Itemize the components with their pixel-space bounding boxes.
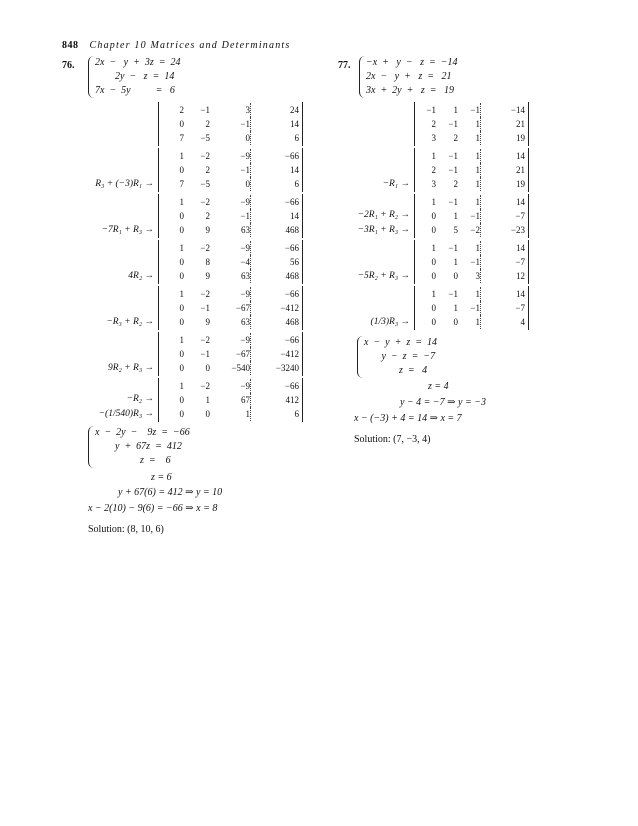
- matrix-constant: 14: [250, 209, 299, 223]
- matrix-entry: 9: [205, 271, 210, 281]
- matrix-entry: 1: [205, 395, 210, 405]
- matrix-entry: 0: [179, 317, 184, 327]
- matrix-constant: −66: [250, 333, 299, 347]
- matrix-entry: −2: [200, 197, 210, 207]
- matrix-row: [162, 287, 299, 301]
- matrix-entry: 1: [431, 151, 436, 161]
- matrix-entry: 0: [205, 363, 210, 373]
- augmented-matrix: [158, 102, 303, 146]
- row-operation: R₃ + (−3)R₁ →: [95, 179, 154, 189]
- row-operation: −2R₁ + R₂ →: [357, 210, 410, 220]
- matrix-entry: −2: [200, 289, 210, 299]
- row-operation: −7R₁ + R₃ →: [101, 225, 154, 235]
- matrix-constant: 6: [250, 407, 299, 421]
- matrix-row: [162, 149, 299, 163]
- matrix-entry: −1: [470, 211, 480, 221]
- matrix-constant: 14: [480, 149, 525, 163]
- matrix-entry: 0: [179, 363, 184, 373]
- matrix-entry: −9: [240, 197, 250, 207]
- solution: Solution: (7, −3, 4): [354, 434, 431, 445]
- augmented-matrix: [414, 194, 529, 238]
- solve-line: z = 4: [428, 381, 449, 392]
- matrix-entry: 3: [431, 133, 436, 143]
- solve-line: x − (−3) + 4 = 14 ⇒ x = 7: [354, 413, 462, 424]
- matrix-entry: 1: [475, 133, 480, 143]
- matrix-entry: 0: [205, 409, 210, 419]
- matrix-entry: 1: [475, 151, 480, 161]
- matrix-entry: 7: [179, 179, 184, 189]
- matrix-entry: 0: [431, 271, 436, 281]
- matrix-entry: 0: [179, 349, 184, 359]
- matrix-row: [162, 223, 299, 237]
- matrix-row: [418, 149, 525, 163]
- matrix-entry: 0: [179, 119, 184, 129]
- matrix-constant: 468: [250, 223, 299, 237]
- matrix-row: [418, 117, 525, 131]
- matrix-entry: 67: [241, 395, 250, 405]
- matrix-entry: 0: [453, 271, 458, 281]
- matrix-entry: 7: [179, 133, 184, 143]
- equation: 7x − 5y = 6: [95, 85, 175, 96]
- matrix-row: [162, 407, 299, 421]
- matrix-entry: 1: [475, 119, 480, 129]
- augmented-matrix: [414, 240, 529, 284]
- equation: y + 67z = 412: [95, 441, 182, 452]
- augmented-matrix: [158, 148, 303, 192]
- page-header: [62, 40, 290, 51]
- matrix-entry: −1: [448, 119, 458, 129]
- matrix-entry: −1: [448, 197, 458, 207]
- matrix-entry: −1: [448, 165, 458, 175]
- matrix-row: [418, 163, 525, 177]
- matrix-entry: 9: [205, 317, 210, 327]
- matrix-entry: 1: [179, 381, 184, 391]
- matrix-entry: −1: [470, 303, 480, 313]
- matrix-constant: −66: [250, 379, 299, 393]
- problem-76-back-system: [88, 426, 205, 468]
- matrix-entry: −9: [240, 381, 250, 391]
- matrix-entry: −4: [240, 257, 250, 267]
- matrix-constant: 6: [250, 131, 299, 145]
- solve-line: y − 4 = −7 ⇒ y = −3: [400, 397, 486, 408]
- matrix-entry: −1: [448, 151, 458, 161]
- solution: Solution: (8, 10, 6): [88, 524, 164, 535]
- matrix-entry: 2: [431, 165, 436, 175]
- matrix-entry: −1: [426, 105, 436, 115]
- matrix-entry: 1: [453, 211, 458, 221]
- matrix-entry: 5: [453, 225, 458, 235]
- matrix-entry: −9: [240, 289, 250, 299]
- matrix-entry: −67: [235, 303, 250, 313]
- matrix-entry: 1: [179, 335, 184, 345]
- matrix-entry: 0: [179, 211, 184, 221]
- equation: x − y + z = 14: [364, 337, 438, 348]
- matrix-row: [162, 379, 299, 393]
- matrix-constant: −66: [250, 287, 299, 301]
- matrix-constant: 6: [250, 177, 299, 191]
- matrix-entry: 1: [431, 243, 436, 253]
- equation: −x + y − z = −14: [366, 57, 458, 68]
- matrix-entry: 1: [475, 165, 480, 175]
- matrix-entry: 0: [431, 317, 436, 327]
- matrix-entry: 2: [205, 119, 210, 129]
- equation: 2y − z = 14: [95, 71, 175, 82]
- matrix-entry: 1: [179, 289, 184, 299]
- matrix-entry: −9: [240, 335, 250, 345]
- matrix-constant: −23: [480, 223, 525, 237]
- matrix-constant: −14: [480, 103, 525, 117]
- matrix-constant: 56: [250, 255, 299, 269]
- matrix-constant: 21: [480, 163, 525, 177]
- matrix-entry: −9: [240, 243, 250, 253]
- matrix-row: [162, 209, 299, 223]
- matrix-row: [162, 103, 299, 117]
- matrix-entry: 1: [453, 303, 458, 313]
- matrix-constant: −7: [480, 301, 525, 315]
- matrix-constant: 19: [480, 131, 525, 145]
- matrix-row: [162, 393, 299, 407]
- matrix-entry: 0: [179, 225, 184, 235]
- matrix-entry: −5: [200, 179, 210, 189]
- matrix-row: [418, 241, 525, 255]
- matrix-row: [418, 269, 525, 283]
- equation: y − z = −7: [364, 351, 436, 362]
- matrix-entry: 3: [475, 271, 480, 281]
- equation: z = 4: [364, 365, 428, 376]
- matrix-entry: 1: [475, 317, 480, 327]
- matrix-row: [418, 177, 525, 191]
- matrix-entry: 2: [453, 179, 458, 189]
- matrix-constant: −66: [250, 149, 299, 163]
- matrix-row: [162, 177, 299, 191]
- matrix-constant: 19: [480, 177, 525, 191]
- matrix-entry: −2: [200, 243, 210, 253]
- matrix-row: [418, 255, 525, 269]
- matrix-entry: 2: [453, 133, 458, 143]
- matrix-entry: 0: [431, 303, 436, 313]
- row-operation: −R₂ →: [126, 394, 154, 404]
- matrix-row: [162, 117, 299, 131]
- matrix-entry: −2: [200, 335, 210, 345]
- matrix-row: [418, 223, 525, 237]
- matrix-constant: −412: [250, 347, 299, 361]
- matrix-constant: 14: [480, 287, 525, 301]
- matrix-constant: −3240: [250, 361, 299, 375]
- matrix-entry: −1: [470, 257, 480, 267]
- chapter-title: Chapter 10 Matrices and Determinants: [89, 40, 291, 51]
- matrix-entry: 1: [179, 243, 184, 253]
- row-operation: −5R₂ + R₃ →: [357, 271, 410, 281]
- matrix-entry: 0: [245, 133, 250, 143]
- matrix-entry: 0: [453, 317, 458, 327]
- matrix-constant: 24: [250, 103, 299, 117]
- matrix-entry: −1: [448, 243, 458, 253]
- matrix-entry: 0: [179, 303, 184, 313]
- matrix-entry: 63: [241, 271, 250, 281]
- matrix-constant: 412: [250, 393, 299, 407]
- matrix-entry: 1: [431, 197, 436, 207]
- matrix-constant: −412: [250, 301, 299, 315]
- matrix-entry: 1: [475, 197, 480, 207]
- matrix-constant: −66: [250, 195, 299, 209]
- matrix-row: [162, 131, 299, 145]
- matrix-row: [418, 103, 525, 117]
- augmented-matrix: [158, 378, 303, 422]
- matrix-entry: 0: [431, 257, 436, 267]
- augmented-matrix: [158, 332, 303, 376]
- matrix-entry: −1: [240, 119, 250, 129]
- matrix-entry: 0: [431, 211, 436, 221]
- matrix-entry: 1: [431, 289, 436, 299]
- matrix-entry: 63: [241, 225, 250, 235]
- matrix-constant: 468: [250, 315, 299, 329]
- matrix-entry: 0: [179, 271, 184, 281]
- matrix-entry: 1: [179, 151, 184, 161]
- matrix-constant: −7: [480, 255, 525, 269]
- problem-77-system: [359, 56, 466, 98]
- row-operation: −3R₁ + R₃ →: [357, 225, 410, 235]
- matrix-entry: 9: [205, 225, 210, 235]
- matrix-row: [162, 255, 299, 269]
- matrix-entry: −67: [235, 349, 250, 359]
- solve-line: y + 67(6) = 412 ⇒ y = 10: [118, 487, 223, 498]
- matrix-entry: 0: [179, 395, 184, 405]
- matrix-entry: −1: [470, 105, 480, 115]
- matrix-constant: 14: [250, 117, 299, 131]
- augmented-matrix: [158, 240, 303, 284]
- matrix-entry: 1: [475, 289, 480, 299]
- augmented-matrix: [158, 286, 303, 330]
- matrix-entry: 63: [241, 317, 250, 327]
- matrix-entry: 0: [179, 409, 184, 419]
- row-operation: 4R₂ →: [128, 271, 154, 281]
- matrix-constant: 12: [480, 269, 525, 283]
- matrix-entry: −1: [200, 349, 210, 359]
- matrix-row: [162, 163, 299, 177]
- matrix-constant: −7: [480, 209, 525, 223]
- problem-77-back-system: [357, 336, 464, 378]
- matrix-entry: −2: [200, 151, 210, 161]
- matrix-entry: 3: [431, 179, 436, 189]
- augmented-matrix: [414, 286, 529, 330]
- row-operation: 9R₂ + R₃ →: [108, 363, 154, 373]
- matrix-row: [418, 301, 525, 315]
- matrix-row: [162, 301, 299, 315]
- row-operation: −(1/540)R₃ →: [98, 409, 154, 419]
- problem-76-label: 76.: [62, 60, 75, 71]
- matrix-entry: −540: [231, 363, 250, 373]
- matrix-entry: −2: [200, 381, 210, 391]
- matrix-entry: 1: [245, 409, 250, 419]
- matrix-constant: 21: [480, 117, 525, 131]
- matrix-entry: 0: [431, 225, 436, 235]
- matrix-row: [418, 131, 525, 145]
- matrix-row: [162, 241, 299, 255]
- matrix-entry: 1: [453, 105, 458, 115]
- matrix-entry: 1: [475, 179, 480, 189]
- matrix-row: [418, 315, 525, 329]
- matrix-entry: 2: [179, 105, 184, 115]
- matrix-row: [162, 333, 299, 347]
- solve-line: x − 2(10) − 9(6) = −66 ⇒ x = 8: [88, 503, 218, 514]
- matrix-row: [162, 361, 299, 375]
- matrix-entry: 8: [205, 257, 210, 267]
- matrix-entry: −1: [200, 105, 210, 115]
- equation: 2x − y + 3z = 24: [95, 57, 181, 68]
- matrix-row: [162, 269, 299, 283]
- matrix-entry: 1: [179, 197, 184, 207]
- matrix-entry: 2: [205, 165, 210, 175]
- matrix-row: [162, 315, 299, 329]
- matrix-entry: −1: [200, 303, 210, 313]
- augmented-matrix: [414, 102, 529, 146]
- page-number: 848: [62, 40, 79, 51]
- equation: x − 2y − 9z = −66: [95, 427, 190, 438]
- problem-77-label: 77.: [338, 60, 351, 71]
- matrix-row: [162, 195, 299, 209]
- matrix-row: [418, 209, 525, 223]
- matrix-entry: −1: [240, 211, 250, 221]
- row-operation: −R₁ →: [382, 179, 410, 189]
- matrix-entry: 2: [431, 119, 436, 129]
- matrix-constant: 4: [480, 315, 525, 329]
- matrix-constant: 468: [250, 269, 299, 283]
- matrix-constant: 14: [250, 163, 299, 177]
- matrix-constant: 14: [480, 241, 525, 255]
- matrix-constant: 14: [480, 195, 525, 209]
- row-operation: (1/3)R₃ →: [370, 317, 410, 327]
- matrix-entry: 3: [245, 105, 250, 115]
- matrix-constant: −66: [250, 241, 299, 255]
- matrix-row: [418, 287, 525, 301]
- matrix-entry: 1: [453, 257, 458, 267]
- matrix-entry: −2: [470, 225, 480, 235]
- augmented-matrix: [158, 194, 303, 238]
- augmented-matrix: [414, 148, 529, 192]
- equation: 2x − y + z = 21: [366, 71, 452, 82]
- matrix-entry: 0: [179, 165, 184, 175]
- matrix-entry: 0: [179, 257, 184, 267]
- matrix-entry: 2: [205, 211, 210, 221]
- matrix-row: [418, 195, 525, 209]
- matrix-entry: −1: [240, 165, 250, 175]
- matrix-entry: 1: [475, 243, 480, 253]
- equation: z = 6: [95, 455, 171, 466]
- solve-line: z = 6: [151, 472, 172, 483]
- problem-76-system: [88, 56, 195, 98]
- matrix-entry: −9: [240, 151, 250, 161]
- row-operation: −R₃ + R₂ →: [106, 317, 154, 327]
- equation: 3x + 2y + z = 19: [366, 85, 455, 96]
- matrix-entry: 0: [245, 179, 250, 189]
- matrix-row: [162, 347, 299, 361]
- matrix-entry: −1: [448, 289, 458, 299]
- matrix-entry: −5: [200, 133, 210, 143]
